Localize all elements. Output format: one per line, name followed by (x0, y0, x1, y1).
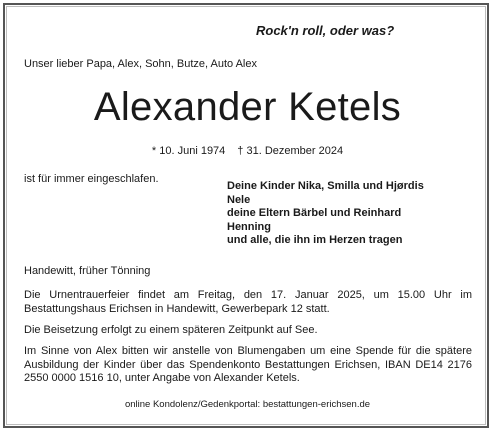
passed-text: ist für immer eingeschlafen. (24, 173, 159, 185)
mourner-line: und alle, die ihn im Herzen tragen (227, 234, 403, 246)
deceased-name: Alexander Ketels (93, 85, 402, 129)
motto: Rock'n roll, oder was? (256, 23, 395, 38)
online-portal: online Kondolenz/Gedenkportal: bestattungen-erichsen.de (124, 399, 371, 410)
mourner-line: Nele (227, 193, 251, 206)
funeral-info: Die Urnentrauerfeier findet am Freitag, den 17. Januar 2025, um 15.00 Uhr im Bestattungshaus Erichsen in Handewitt, Gewerbepark 12 statt. (24, 289, 472, 315)
mourner-line: deine Eltern Bärbel und Reinhard (227, 207, 402, 219)
life-dates (0, 145, 495, 158)
mourners-list (227, 180, 424, 248)
burial-info: Die Beisetzung erfolgt zu einem späteren Zeitpunkt auf See. (24, 324, 318, 336)
mourner-line: Deine Kinder Nika, Smilla und Hjørdis (227, 180, 424, 192)
death-date: † 31. Dezember 2024 (237, 145, 344, 157)
family-line: Unser lieber Papa, Alex, Sohn, Butze, Auto Alex (24, 58, 257, 70)
donation-info: Im Sinne von Alex bitten wir anstelle von Blumengaben um eine Spende für die spätere Ausbildung der Kinder über das Spendenkonto Bestattungen Erichsen, IBAN DE14 2176 2550 0000 1516 10, unter Angabe von Alexander Ketels. (24, 345, 472, 384)
mourner-line: Henning (227, 220, 271, 233)
birth-date: * 10. Juni 1974 (151, 145, 226, 157)
place-line: Handewitt, früher Tönning (24, 265, 151, 277)
